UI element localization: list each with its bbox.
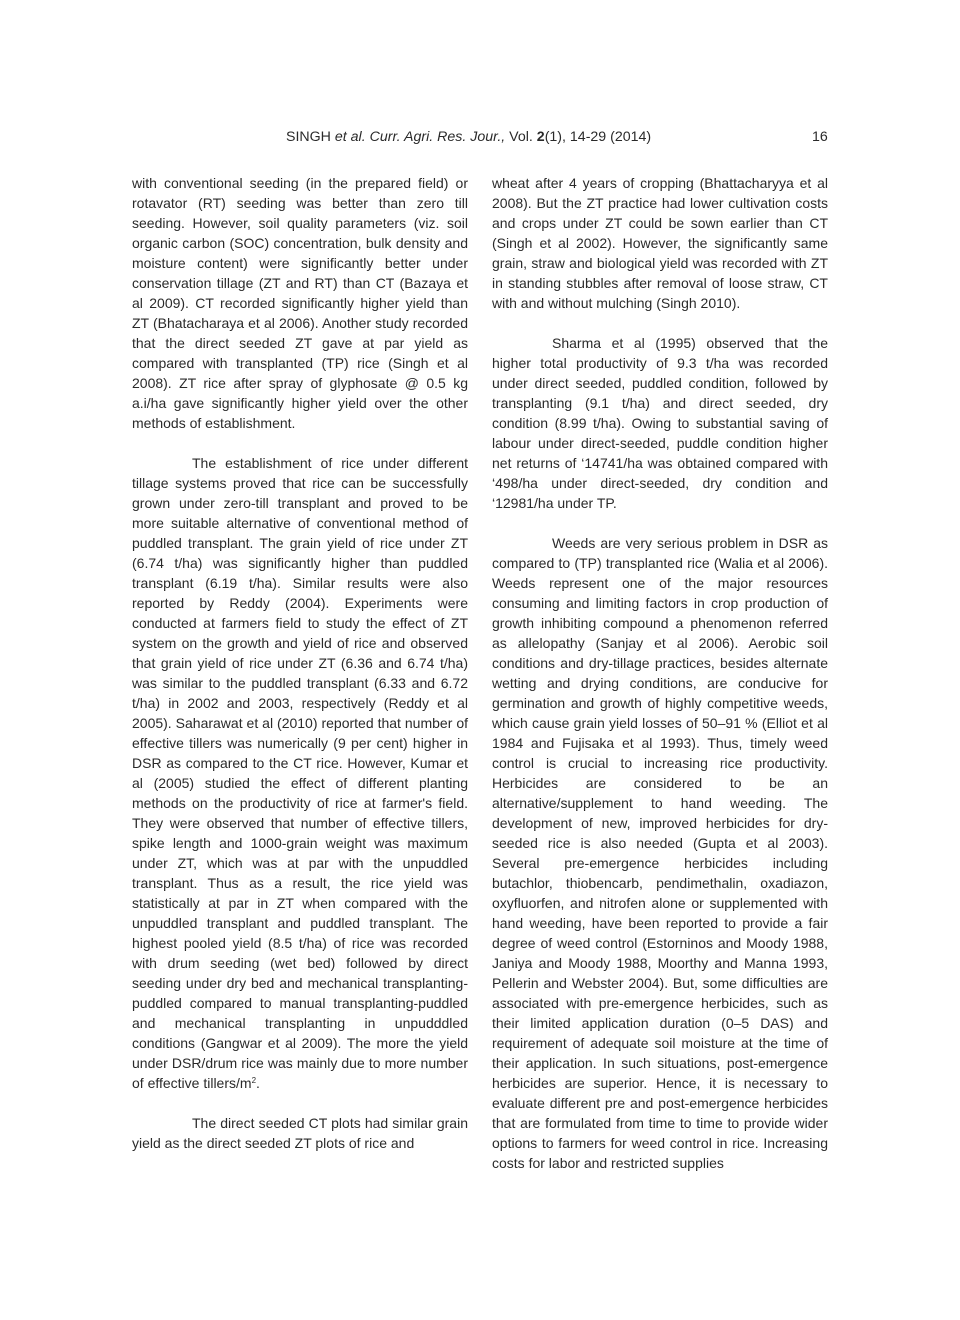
left-paragraph-3: The direct seeded CT plots had similar grain yield as the direct seeded ZT plots of rice and <box>132 1115 468 1151</box>
left-paragraph-2-text: The establishment of rice under different tillage systems proved that rice can be successfully grown under zero-till transplant and proved to be more suitable alternative of conventional method of puddled transplant. The grain yield of rice under ZT (6.74 t/ha) was significantly higher than puddled transplant (6.19 t/ha). Similar results were also reported by Reddy (2004). Experiments were conducted at farmers field to study the effect of ZT system on the growth and yield of rice and observed that grain yield of rice under ZT (6.36 and 6.74 t/ha) was similar to the puddled transplant (6.33 and 6.72 t/ha) in 2002 and 2003, respectively (Reddy et al 2005). Saharawat et al (2010) reported that number of effective tillers was numerically (9 per cent) higher in DSR as compared to the CT rice. However, Kumar et al (2005) studied the effect of different planting methods on the productivity of rice at farmer's field. They were observed that number of effective tillers, spike length and 1000-grain weight was maximum under ZT, which was at par with the unpuddled transplant. Thus as a result, the rice yield was statistically at par in ZT when compared with the unpuddled transplant and puddled transplant. The highest pooled yield (8.5 t/ha) of rice was recorded with drum seeding (wet bed) followed by direct seeding under dry bed and mechanical transplanting-puddled compared to manual transplanting-puddled and mechanical transplanting in unpudddled conditions (Gangwar et al 2009). The more the yield under DSR/drum rice was mainly due to more number of effective tillers/ <box>132 455 468 1091</box>
right-column <box>492 173 828 1173</box>
volume-number: 2 <box>536 129 545 145</box>
unit-m: m <box>239 1075 252 1091</box>
period: . <box>256 1075 260 1091</box>
unit-exponent: 2 <box>251 1076 257 1085</box>
left-column <box>132 173 468 1153</box>
right-paragraph-3: Weeds are very serious problem in DSR as compared to (TP) transplanted rice (Walia et al 2006). Weeds represent one of the major resources consuming and limiting factors in crop production of growth inhibiting compound a phenomenon referred as allelopathy (Sanjay et al 2006). Aerobic soil conditions and dry-tillage practices, besides alternate wetting and drying conditions, are conducive for germination and growth of highly competitive weeds, which cause grain yield losses of 50–91 % (Elliot et al 1984 and Fujisaka et al 1993). Thus, timely weed control is crucial to increasing rice productivity. Herbicides are considered to be an alternative/supplement to hand weeding. The development of new, improved herbicides for dry-seeded rice is also needed (Gupta et al 2003). Several pre-emergence herbicides including butachlor, thiobencarb, pendimethalin, oxadiazon, oxyfluorfen, and nitrofen alone or supplemented with hand weeding, have been reported to provide a fair degree of weed control (Estorninos and Moody 1988, Janiya and Moody 1988, Moorthy and Manna 1993, Pellerin and Webster 2004). But, some difficulties are associated with pre-emergence herbicides, such as their limited application duration (0–5 DAS) and requirement of adequate soil moisture at the time of their application. In such situations, post-emergence herbicides are superior. Hence, it is necessary to evaluate different pre and post-emergence herbicides that are formulated from time to time to provide wider options to farmers for weed control in rice. Increasing costs for labor and restricted supplies <box>492 535 828 1171</box>
running-header <box>0 129 960 149</box>
right-paragraph-2: Sharma et al (1995) observed that the higher total productivity of 9.3 t/ha was recorded under direct seeded, puddled condition, followed by transplanting (9.1 t/ha) and direct seeded, dry condition (8.99 t/ha). Owing to substantial saving of labour under direct-seeded, puddle condition higher net returns of ‘14741/ha was obtained compared with ‘498/ha under direct-seeded, dry condition and ‘12981/ha under TP. <box>492 335 828 511</box>
left-paragraph-2 <box>132 453 468 1093</box>
running-title <box>286 129 651 145</box>
author-name: SINGH <box>286 129 331 145</box>
volume-label: Vol. <box>509 129 533 145</box>
journal-name: Curr. Agri. Res. Jour., <box>369 129 506 145</box>
issue-pages-year: (1), 14-29 (2014) <box>544 129 652 145</box>
left-paragraph-1: with conventional seeding (in the prepared field) or rotavator (RT) seeding was better than zero till seeding. However, soil quality parameters (viz. soil organic carbon (SOC) concentration, bulk density and moisture content) were significantly better under conservation tillage (ZT and RT) than CT (Bazaya et al 2009). CT recorded significantly higher yield than ZT (Bhatacharaya et al 2006). Another study recorded that the direct seeded ZT gave at par yield as compared with transplanted (TP) rice (Singh et al 2008). ZT rice after spray of glyphosate @ 0.5 kg a.i/ha gave significantly higher yield over the other methods of establishment. <box>132 175 468 431</box>
page-number: 16 <box>812 129 828 145</box>
right-paragraph-1: wheat after 4 years of cropping (Bhattacharyya et al 2008). But the ZT practice had lower cultivation costs and crops under ZT could be sown earlier than CT (Singh et al 2002). However, the significantly same grain, straw and biological yield was recorded with ZT in standing stubbles after removal of loose straw, CT with and without mulching (Singh 2010). <box>492 175 828 311</box>
et-al: et al. <box>334 129 366 145</box>
